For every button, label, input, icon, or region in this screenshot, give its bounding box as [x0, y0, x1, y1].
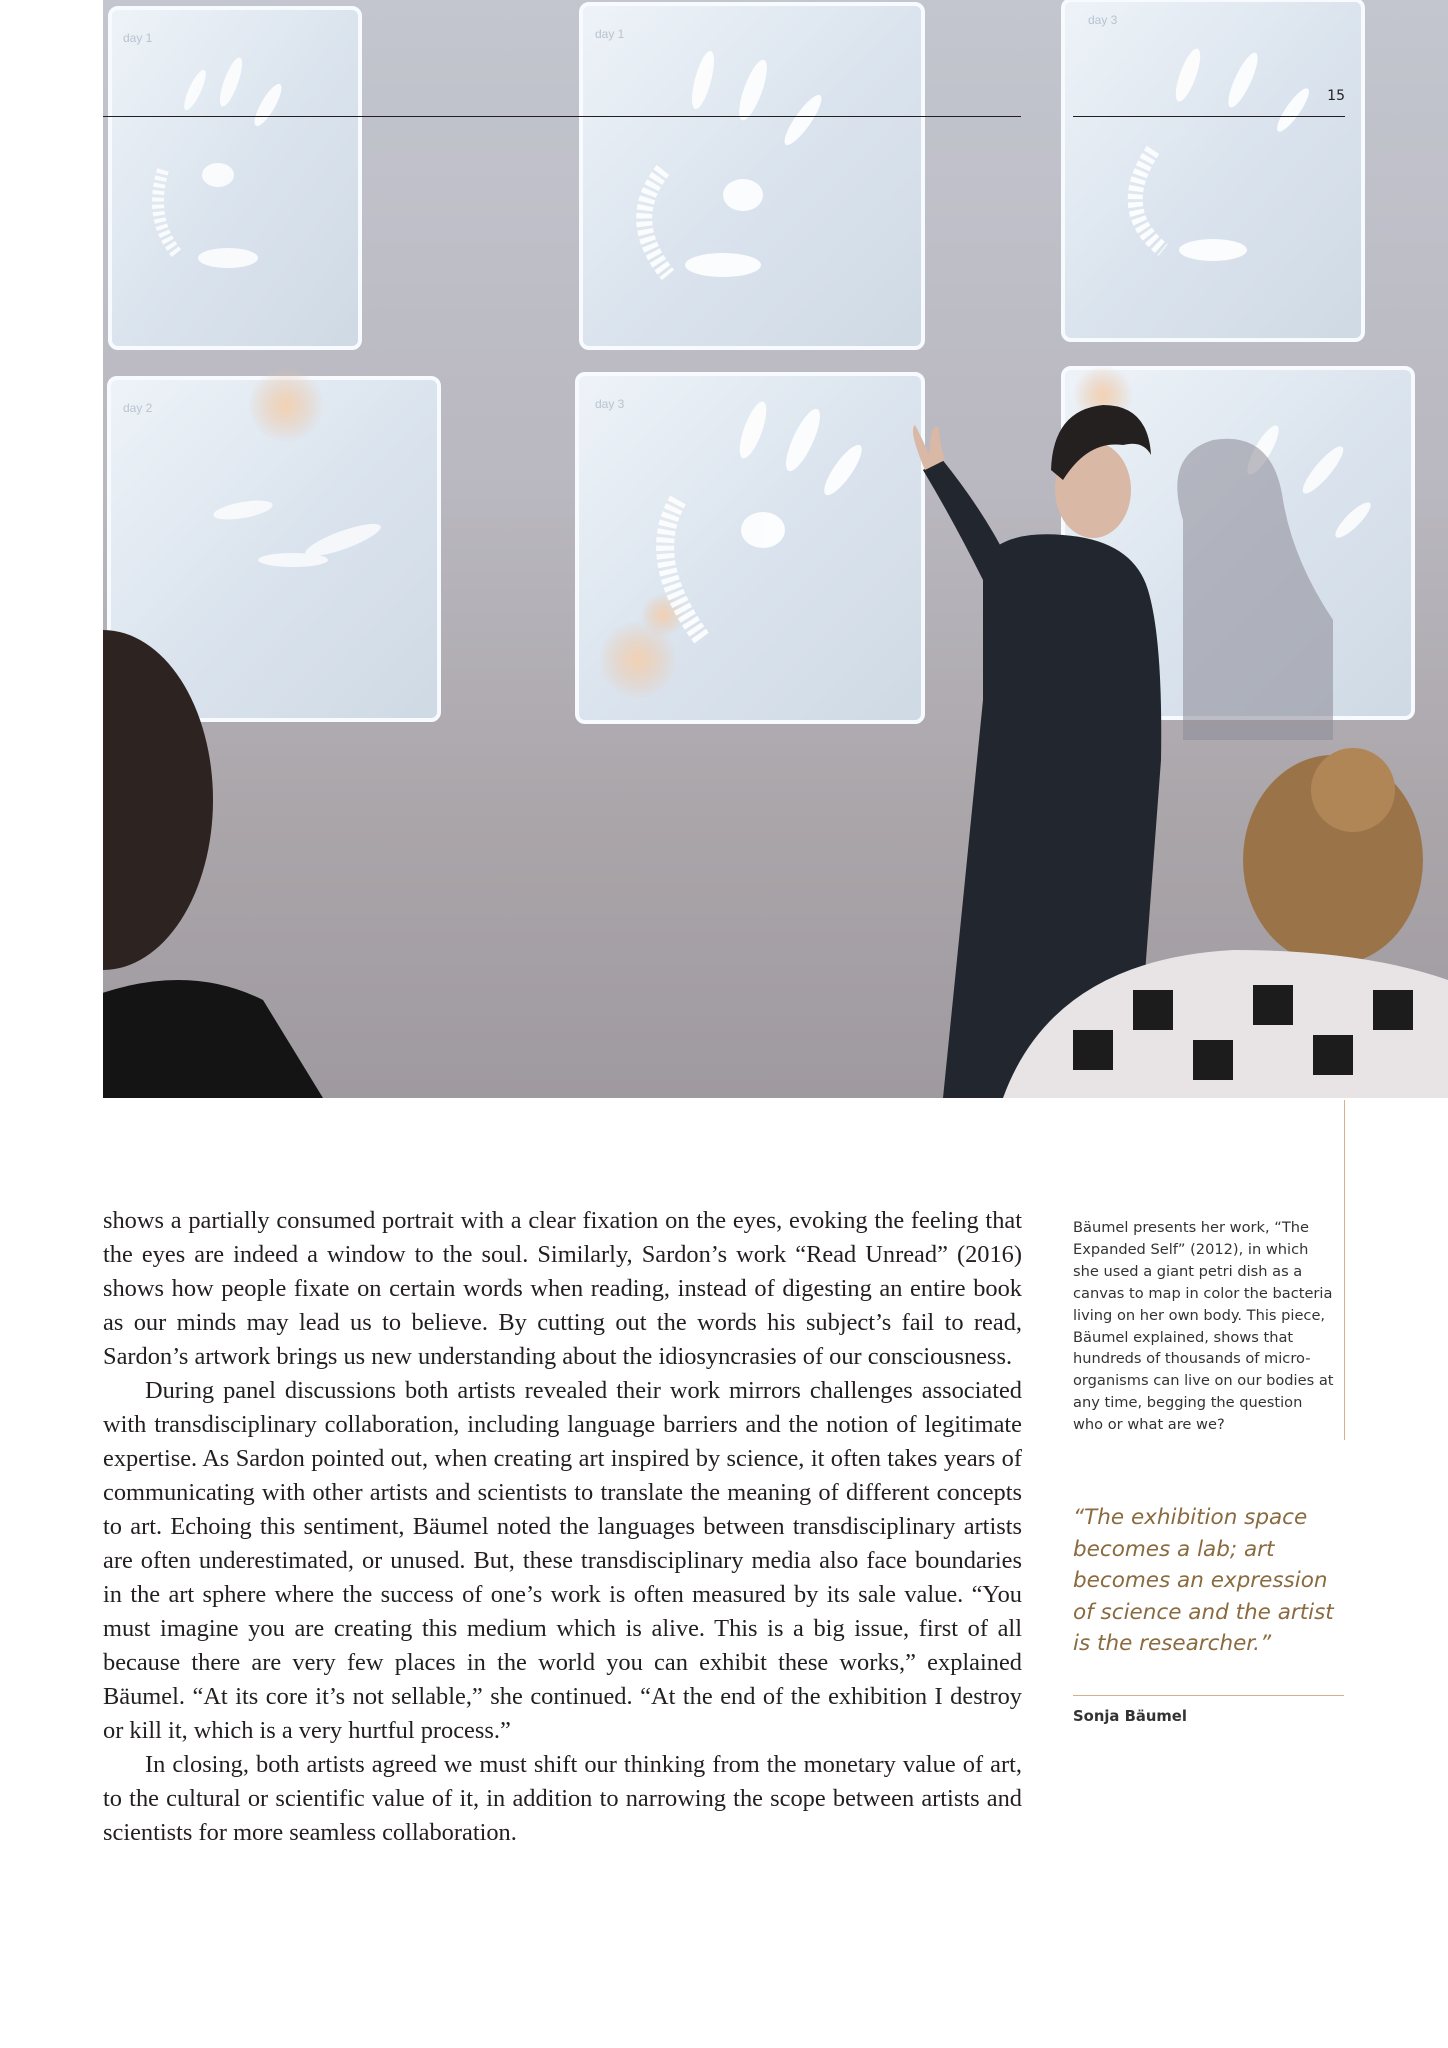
dish-label: day 1 — [123, 31, 153, 45]
pull-quote-rule — [1073, 1695, 1344, 1696]
petri-dish-2 — [581, 4, 923, 348]
petri-dish-1 — [110, 8, 360, 348]
photo-illustration — [103, 0, 1448, 1098]
header-rule-right — [1073, 116, 1345, 117]
paragraph: In closing, both artists agreed we must shift our thinking from the monetary value of art, to the cultural or scientific value of it, in addition to narrowing the scope between artists and scientists for more seamless collaboration. — [103, 1751, 1022, 1846]
page-number: 15 — [1327, 88, 1345, 104]
photo-caption: Bäumel presents her work, “The Expanded Self” (2012), in which she used a giant petri dish as a canvas to map in color the bacteria living on her own body. This piece, Bäumel explained, shows that hundreds of thousands of micro-organisms can live on our bodies at any time, begging the question who or what are we? — [1073, 1219, 1334, 1434]
dish-label: day 3 — [1088, 13, 1118, 27]
header-rule-left — [103, 116, 1021, 117]
dish-label: day 2 — [123, 401, 153, 415]
quote-attribution: Sonja Bäumel — [1073, 1708, 1187, 1725]
pull-quote: “The exhibition space becomes a lab; art becomes an expression of science and the artist is the researcher.” — [1073, 1505, 1334, 1656]
article-body — [103, 1204, 1022, 1850]
petri-dish-5 — [577, 374, 923, 722]
petri-dish-3 — [1063, 0, 1363, 340]
paragraph: shows a partially consumed portrait with a clear fixation on the eyes, evoking the feeling that the eyes are indeed a window to the soul. Similarly, Sardon’s work “Read Unread” (2016) shows how people fixate on certain words when reading, instead of digesting an entire book as our minds may lead us to believe. By cutting out the words his subject’s fail to read, Sardon’s artwork brings us new understanding about the idiosyncrasies of our consciousness. — [103, 1207, 1022, 1370]
sidebar-rule — [1344, 1100, 1345, 1440]
lecture-photo — [103, 0, 1448, 1098]
dish-label: day 3 — [595, 397, 625, 411]
dish-label: day 1 — [595, 27, 625, 41]
paragraph: During panel discussions both artists revealed their work mirrors challenges associated with transdisciplinary collaboration, including language barriers and the notion of legitimate expertise. As Sardon pointed out, when creating art inspired by science, it often takes years of communicating with other artists and scientists to translate the meaning of different concepts to art. Echoing this sentiment, Bäumel noted the languages between transdisciplinary artists are often underestimated, or unused. But, these transdisciplinary media also face boundaries in the art sphere where the success of one’s work is often measured by its sale value. “You must imagine you are creating this medium which is alive. This is a big issue, first of all because there are very few places in the world you can exhibit these works,” explained Bäumel. “At its core it’s not sellable,” she continued. “At the end of the exhibition I destroy or kill it, which is a very hurtful process.” — [103, 1377, 1022, 1744]
